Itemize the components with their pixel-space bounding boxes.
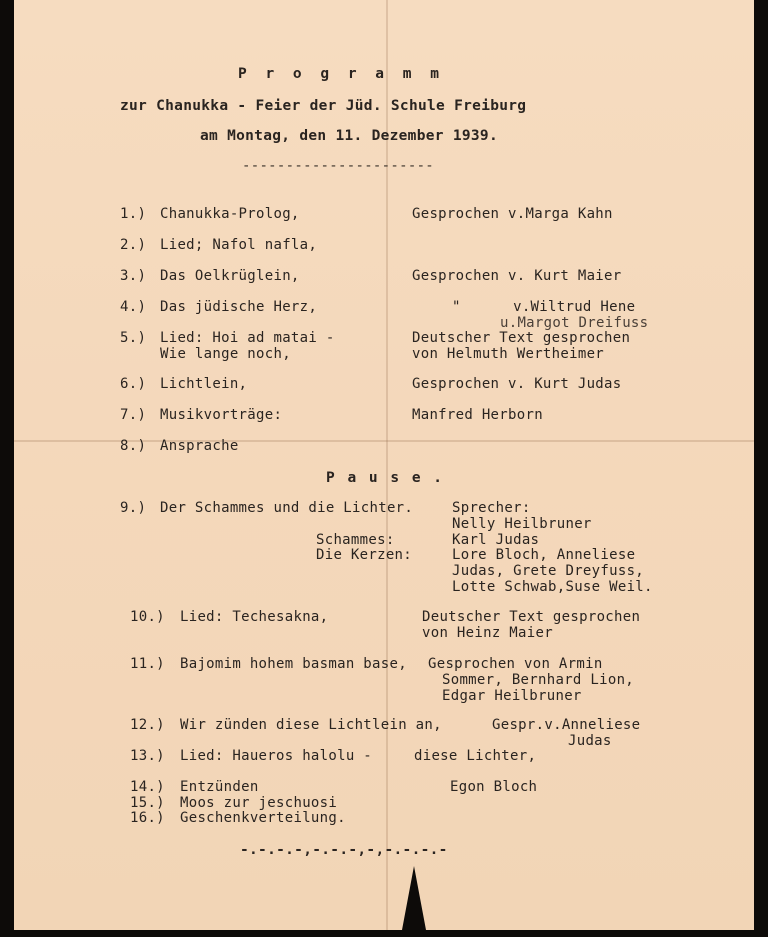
item-performer-line3: Edgar Heilbruner (442, 688, 582, 704)
item-number: 14.) (130, 779, 165, 795)
item-performer-line2: von Helmuth Wertheimer (412, 346, 605, 362)
item-performer: Gesprochen v.Marga Kahn (412, 206, 613, 222)
paper-tear (402, 866, 426, 930)
item-performer: Gesprochen von Armin (428, 656, 603, 672)
item-number: 2.) (120, 237, 147, 253)
program-title: P r o g r a m m (238, 66, 444, 82)
item-performer: Egon Bloch (450, 779, 538, 795)
closing-ornament: -.-.-.-,-.-.-,-,-.-.-.- (240, 842, 448, 858)
item-number: 12.) (130, 717, 165, 733)
speaker-label: Sprecher: (452, 500, 531, 516)
item-title: Lied: Techesakna, (180, 609, 329, 625)
kerzen-names: Lore Bloch, Anneliese (452, 547, 636, 563)
item-title: Chanukka-Prolog, (160, 206, 300, 222)
program-date: am Montag, den 11. Dezember 1939. (200, 128, 498, 144)
item-number: 8.) (120, 438, 147, 454)
item-title: Lichtlein, (160, 376, 248, 392)
item-number: 4.) (120, 299, 147, 315)
item-performer: Deutscher Text gesprochen (422, 609, 641, 625)
item-number: 7.) (120, 407, 147, 423)
item-title: Wir zünden diese Lichtlein an, (180, 717, 442, 733)
item-number: 1.) (120, 206, 147, 222)
item-performer: " v.Wiltrud Hene (452, 299, 636, 315)
item-title: Der Schammes und die Lichter. (160, 500, 414, 516)
speaker-name: Nelly Heilbruner (452, 516, 592, 532)
item-title: Lied: Hoi ad matai - (160, 330, 335, 346)
item-performer: Gespr.v.Anneliese (492, 717, 641, 733)
item-performer: diese Lichter, (414, 748, 537, 764)
item-title: Moos zur jeschuosi (180, 795, 338, 811)
item-title: Lied: Haueros halolu - (180, 748, 373, 764)
item-title: Bajomim hohem basman base, (180, 656, 407, 672)
item-title: Lied; Nafol nafla, (160, 237, 318, 253)
item-number: 13.) (130, 748, 165, 764)
item-number: 10.) (130, 609, 165, 625)
kerzen-names: Judas, Grete Dreyfuss, (452, 563, 645, 579)
item-number: 6.) (120, 376, 147, 392)
item-performer: Gesprochen v. Kurt Maier (412, 268, 622, 284)
schammes-name: Karl Judas (452, 532, 540, 548)
header-rule: ---------------------- (242, 158, 435, 174)
item-performer-line2: Sommer, Bernhard Lion, (442, 672, 635, 688)
item-number: 11.) (130, 656, 165, 672)
item-performer-line2: von Heinz Maier (422, 625, 553, 641)
program-subtitle: zur Chanukka - Feier der Jüd. Schule Freiburg (120, 98, 527, 114)
item-performer: Manfred Herborn (412, 407, 543, 423)
item-title: Geschenkverteilung. (180, 810, 346, 826)
schammes-label: Schammes: (316, 532, 395, 548)
item-number: 16.) (130, 810, 165, 826)
item-performer: Gesprochen v. Kurt Judas (412, 376, 622, 392)
item-number: 5.) (120, 330, 147, 346)
item-number: 3.) (120, 268, 147, 284)
item-number: 9.) (120, 500, 147, 516)
item-title: Musikvorträge: (160, 407, 283, 423)
item-title: Ansprache (160, 438, 239, 454)
item-number: 15.) (130, 795, 165, 811)
kerzen-label: Die Kerzen: (316, 547, 413, 563)
item-title: Das jüdische Herz, (160, 299, 318, 315)
item-title-line2: Wie lange noch, (160, 346, 291, 362)
item-performer-line2: Judas (568, 733, 612, 749)
item-performer: Deutscher Text gesprochen (412, 330, 631, 346)
item-performer-line2: u.Margot Dreifuss (500, 315, 649, 331)
pause-heading: P a u s e . (326, 470, 445, 486)
item-title: Entzünden (180, 779, 259, 795)
document-page (14, 0, 754, 930)
item-title: Das Oelkrüglein, (160, 268, 300, 284)
kerzen-names: Lotte Schwab,Suse Weil. (452, 579, 653, 595)
